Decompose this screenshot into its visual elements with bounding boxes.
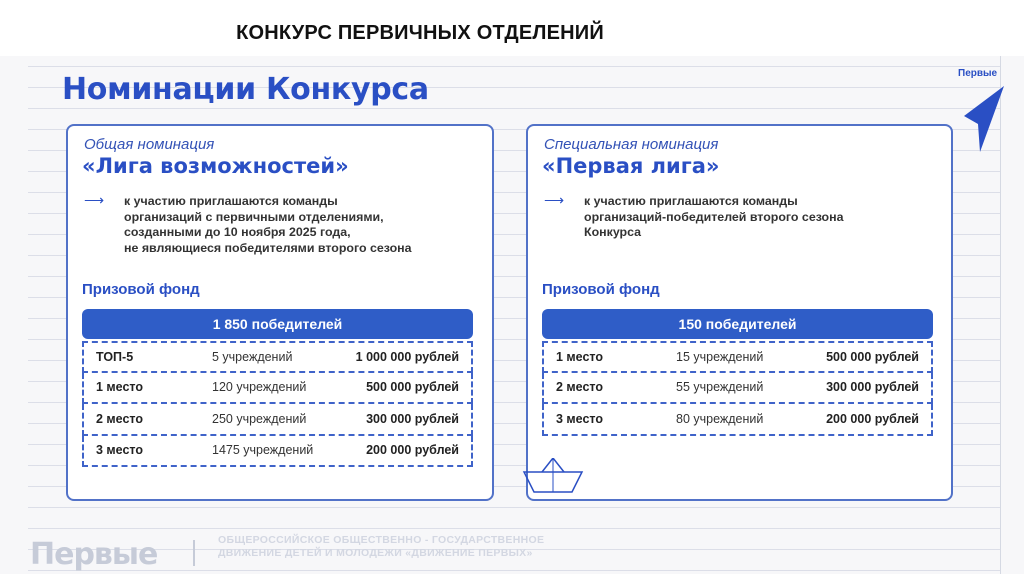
prize-count: 120 учреждений — [212, 380, 307, 395]
prize-row — [82, 341, 473, 373]
prize-amount: 500 000 рублей — [366, 380, 459, 395]
prize-row — [82, 436, 473, 468]
prize-row — [542, 341, 933, 373]
nomination-description: к участию приглашаются команды организаций-победителей второго сезона Конкурса — [584, 194, 844, 239]
prize-amount: 1 000 000 рублей — [355, 349, 459, 364]
prize-place: 2 место — [96, 411, 144, 426]
paper-plane-icon — [962, 82, 1006, 152]
nomination-card-general — [66, 124, 494, 501]
arrow-right-icon: ⟶ — [544, 192, 565, 208]
arrow-right-icon: ⟶ — [84, 192, 105, 208]
prize-place: 3 место — [556, 411, 604, 426]
prize-amount: 200 000 рублей — [366, 443, 459, 458]
prize-amount: 300 000 рублей — [826, 380, 919, 395]
footer-logo: Первые — [30, 537, 158, 572]
prize-count: 1475 учреждений — [212, 443, 314, 458]
slide-margin-left — [0, 56, 28, 574]
nomination-type: Общая номинация — [84, 136, 215, 153]
prize-table — [542, 341, 933, 436]
nomination-name: «Первая лига» — [542, 154, 720, 178]
winners-count-bar: 150 победителей — [542, 309, 933, 339]
prize-amount: 200 000 рублей — [826, 411, 919, 426]
footer-organization-text: ОБЩЕРОССИЙСКОЕ ОБЩЕСТВЕННО - ГОСУДАРСТВЕННОЕ ДВИЖЕНИЕ ДЕТЕЙ И МОЛОДЕЖИ «ДВИЖЕНИЕ ПЕРВЫХ» — [218, 534, 545, 559]
prize-row — [542, 373, 933, 405]
winners-count-bar: 1 850 победителей — [82, 309, 473, 339]
brand-corner — [958, 68, 1010, 154]
prize-place: ТОП-5 — [96, 349, 134, 364]
prize-place: 2 место — [556, 380, 604, 395]
prize-table — [82, 341, 473, 467]
prize-amount: 300 000 рублей — [366, 411, 459, 426]
prize-count: 5 учреждений — [212, 349, 293, 364]
nomination-card-special — [526, 124, 953, 501]
prize-row — [82, 373, 473, 405]
prize-row — [542, 404, 933, 436]
slide-heading: Номинации Конкурса — [62, 72, 429, 107]
slide — [0, 56, 1024, 574]
nomination-type: Специальная номинация — [544, 136, 719, 153]
prize-place: 3 место — [96, 443, 144, 458]
prize-fund-title: Призовой фонд — [82, 281, 200, 298]
prize-count: 80 учреждений — [676, 411, 764, 426]
prize-count: 15 учреждений — [676, 349, 764, 364]
prize-count: 55 учреждений — [676, 380, 764, 395]
document-title: КОНКУРС ПЕРВИЧНЫХ ОТДЕЛЕНИЙ — [236, 22, 604, 44]
nomination-name: «Лига возможностей» — [82, 154, 349, 178]
brand-corner-label: Первые — [958, 68, 998, 79]
prize-place: 1 место — [556, 349, 604, 364]
prize-place: 1 место — [96, 380, 144, 395]
footer-divider — [193, 540, 195, 566]
paper-boat-icon — [520, 458, 586, 498]
prize-amount: 500 000 рублей — [826, 349, 919, 364]
nomination-description: к участию приглашаются команды организаций с первичными отделениями, созданными до 10 ноября 2025 года, не являющиеся победителями второго сезона — [124, 194, 412, 255]
prize-fund-title: Призовой фонд — [542, 281, 660, 298]
prize-row — [82, 404, 473, 436]
prize-count: 250 учреждений — [212, 411, 307, 426]
